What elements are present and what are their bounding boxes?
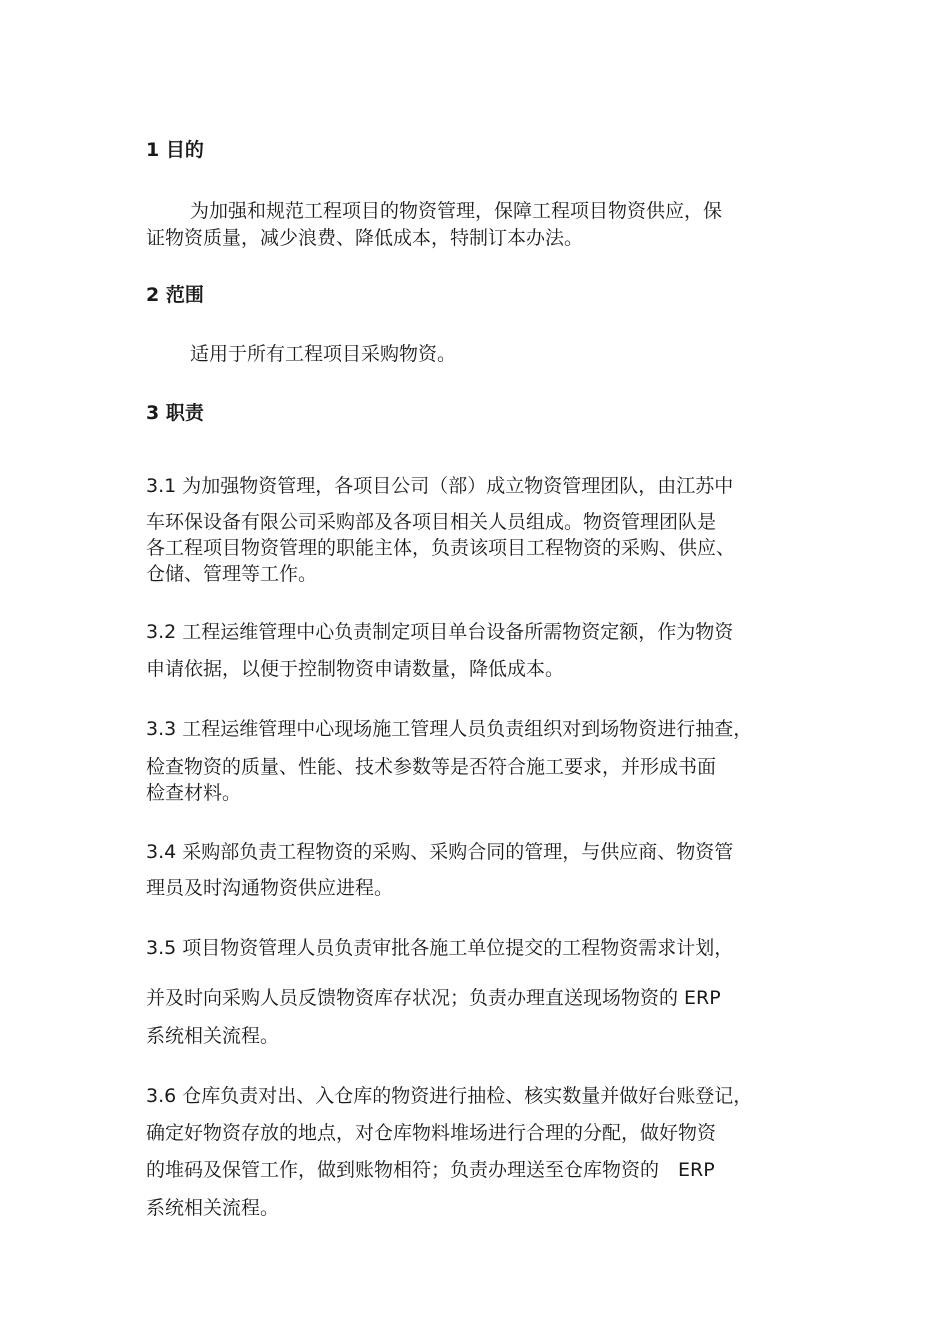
scope-line: 适用于所有工程项目采购物资。: [190, 343, 457, 365]
clause-3-6-line: 的堆码及保管工作，做到账物相符；负责办理送至仓库物资的 ERP: [146, 1159, 715, 1181]
purpose-line: 为加强和规范工程项目的物资管理，保障工程项目物资供应，保: [190, 200, 723, 222]
clause-3-2-line: 申请依据，以便于控制物资申请数量，降低成本。: [146, 658, 565, 680]
clause-3-6-line: 系统相关流程。: [146, 1197, 280, 1219]
clause-3-1-line: 仓储、管理等工作。: [146, 563, 318, 585]
clause-3-6-line: 3.6 仓库负责对出、入仓库的物资进行抽检、核实数量并做好台账登记，: [146, 1085, 753, 1107]
clause-3-5-line: 3.5 项目物资管理人员负责审批各施工单位提交的工程物资需求计划，: [146, 937, 734, 959]
section-heading-responsibilities: 3 职责: [146, 402, 204, 424]
clause-3-4-line: 理员及时沟通物资供应进程。: [146, 877, 394, 899]
clause-3-3-line: 检查物资的质量、性能、技术参数等是否符合施工要求，并形成书面: [146, 756, 717, 778]
clause-3-1-line: 3.1 为加强物资管理，各项目公司（部）成立物资管理团队，由江苏中: [146, 475, 734, 497]
clause-3-4-line: 3.4 采购部负责工程物资的采购、采购合同的管理，与供应商、物资管: [146, 841, 734, 863]
clause-3-6-line: 确定好物资存放的地点，对仓库物料堆场进行合理的分配，做好物资: [146, 1122, 717, 1144]
clause-3-3-line: 3.3 工程运维管理中心现场施工管理人员负责组织对到场物资进行抽查，: [146, 718, 753, 740]
section-heading-scope: 2 范围: [146, 284, 204, 306]
section-heading-purpose: 1 目的: [146, 139, 204, 161]
clause-3-5-line: 系统相关流程。: [146, 1025, 280, 1047]
clause-3-3-line: 检查材料。: [146, 782, 242, 804]
clause-3-1-line: 各工程项目物资管理的职能主体，负责该项目工程物资的采购、供应、: [146, 537, 736, 559]
clause-3-5-line: 并及时向采购人员反馈物资库存状况；负责办理直送现场物资的 ERP: [146, 987, 721, 1009]
clause-3-1-line: 车环保设备有限公司采购部及各项目相关人员组成。物资管理团队是: [146, 511, 717, 533]
clause-3-2-line: 3.2 工程运维管理中心负责制定项目单台设备所需物资定额，作为物资: [146, 621, 734, 643]
purpose-line: 证物资质量，减少浪费、降低成本，特制订本办法。: [146, 227, 584, 249]
